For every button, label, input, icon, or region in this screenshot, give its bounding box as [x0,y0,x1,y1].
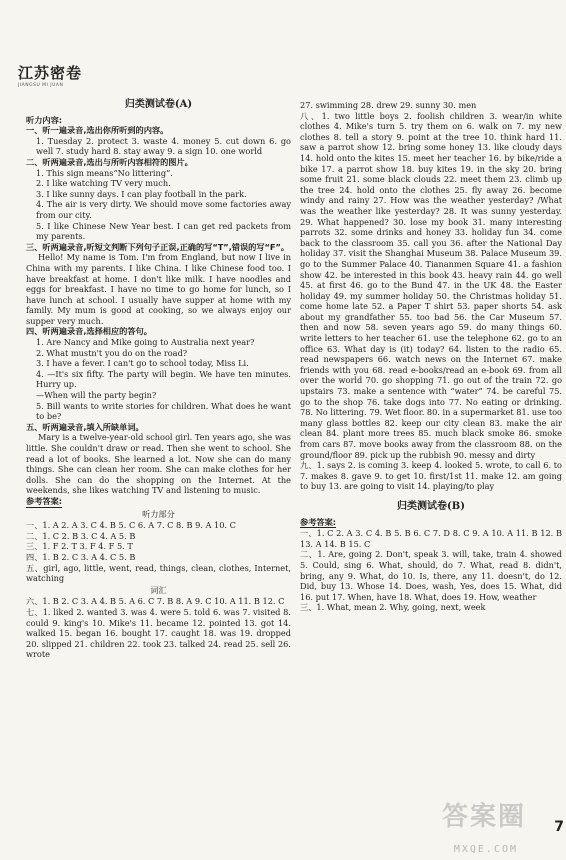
watermark-logo: 答案圈 [441,802,526,832]
page-number: 7 [554,819,564,835]
listening-section-1 [26,125,291,252]
passage-tom: Hello! My name is Tom. I'm from England, but now I live in China with my parents. I like China. I like Chinese food too. I have breakfast at home. I don't like milk. I have noodles and eggs for breakfast. I have no time to go home for lunch, so I have lunch at school. I usually have supper at home with my family. My mum is good at cooking, so we always enjoy our supper very much. [26,252,291,326]
logo [18,64,83,91]
transcript-line: 3. I like sunny days. I can play football in the park. [36,188,247,199]
answer-line: 六、1. B 2. C 3. A 4. B 5. A 6. C 7. B 8. A 9. C 10. A 11. B 12. C [26,596,285,607]
answer-line: 八、1. two little boys 2. foolish children 3. wear/in white clothes 4. Mike's turn 5. try them on 6. walk on 7. my new clothes 8. tell a story 9. point at the tree 10. think hard 11. saw a parrot show 12. bring some honey 13. like cloudy days 14. hold onto the kites 15. meet her teacher 16. by bike/ride a bike 17. a parrot show 18. buy kites 19. in the sky 20. bring some fruit 21. some black clouds 22. meet them 23. climb up the tree 24. hold onto the clothes 25. fly away 26. become windy and rainy 27. How was the weather yesterday? /What was the weather like yesterday? 28. It was sunny yesterday. 29. What happened? 30. lose my book 31. many interesting parrots 32. some drinks and honey 33. holiday fun 34. come back to the classroom 35. call you 36. after the National Day holiday 37. visit the Shanghai Museum 38. Palace Museum 39. go to the Summer Palace 40. Tiananmen Square 41. a fashion show 42. be interested in this book 43. heavy rain 44. go well 45. at first 46. go to the Bund 47. in the UK 48. the Easter holiday 49. my summer holiday 50. the Christmas holiday 51. come home late 52. a Paper T shirt 53. paper shorts 54. ask about my grandfather 55. too bad 56. the Car Museum 57. then and now 58. seven years ago 59. do many things 60. write letters to her teacher 61. use the telephone 62. go to an office 63. What day is (it) today? 64. listen to the radio 65. read newspapers 66. watch news on the Internet 67. make friends with you 68. read e-books/read an e-book 69. from all over the world 70. go shopping 71. go out of the train 72. go upstairs 73. make a sentence with “water” 74. be careful 75. go to the shop 76. take dogs into 77. No eating or drinking. 78. No littering. 79. Wet floor. 80. in a supermarket 81. use too many glass bottles 82. keep our city clean 83. make the air clean 84. plant more trees 85. much black smoke 86. smoke from cars 87. move books away from the classroom 88. on the ground/floor 89. pick up the rubbish 90. messy and dirty [300,110,562,460]
transcript-line: 4. The air is very dirty. We should move some factories away from our city. [36,199,291,220]
logo-title: 江苏密卷 [18,64,83,82]
vocab-part-label: 词汇 [150,584,167,595]
question-heading: 五、听两遍录音,填入所缺单词。 [26,421,144,432]
answer-line: 七、1. liked 2. wanted 3. was 4. were 5. told 6. was 7. visited 8. could 9. king's 10. Mike's 11. became 12. pointed 13. got 14. walked 15. began 16. bought 17. caught 18. was 19. dropped 20. slipped 21. children 22. took 23. talked 24. read 25. sell 26. wrote [26,606,291,660]
answers-heading-b: 参考答案: [300,516,337,527]
answer-line: 27. swimming 28. drew 29. sunny 30. men [300,100,477,110]
watermark-url: MXQE.COM [453,844,518,855]
transcript-line: 2. What mustn't you do on the road? [36,347,188,358]
answer-line: 四、1. B 2. C 3. A 4. C 5. B [26,551,136,562]
transcript-line: 5. Bill wants to write stories for children. What does he want to be? [36,400,291,422]
left-column [26,100,291,660]
transcript-line: 1. This sign means“No littering”. [36,167,173,178]
answers-heading-a: 参考答案: [26,495,63,506]
answers-continued [300,100,562,492]
answer-line: 一、1. C 2. A 3. C 4. B 5. B 6. C 7. D 8. C 9. A 10. A 11. B 12. B 13. A 14. B 15. C [300,528,562,549]
answers-listening [26,520,291,584]
answer-line: 五、girl, ago, little, went, read, things, clean, clothes, Internet, watching [26,562,291,584]
answer-line: 二、1. Are, going 2. Don't, speak 3. will, take, train 4. showed 5. Could, sing 6. What, should, do 7. What, read 8. didn't, bring, any 9. What, do 10. Is, there, any 11. doesn't, do 12. Did, buy 13. Whose 14. Does, wash, Yes, does 15. What, did 16. put 17. When, have 18. What, does 19. How, weather [300,549,562,602]
answer-line: 三、1. F 2. T 3. F 4. F 5. T [26,541,133,552]
transcript-line: 1. Tuesday 2. protect 3. waste 4. money 5. cut down 6. go well 7. study hard 8. stay away 9. a sign 10. one world [36,135,291,157]
transcript-line: 4. —It's six fifty. The party will begin. We have ten minutes. Hurry up. [36,368,291,390]
listening-part-label: 听力部分 [142,508,175,519]
listening-heading: 听力内容: [26,114,63,125]
passage-mary: Mary is a twelve-year-old school girl. Ten years ago, she was little. She couldn't draw or read. Then she went to school. She read a lot of books. She learned a lot. Now she can do many things. She can clean her room. She can make clothes for her dolls. She can do the shopping on the Internet. At the weekends, she likes watching TV and listening to music. [26,432,291,496]
answer-line: 二、1. C 2. B 3. C 4. A 5. B [26,530,136,541]
question-heading: 二、听两遍录音,选出与所听内容相符的图片。 [26,156,193,167]
test-a-title: 归类测试卷(A) [124,99,193,110]
answer-line: 九、1. says 2. is coming 3. keep 4. looked 5. wrote, to call 6. to 7. makes 8. gave 9. to get 10. first/1st 11. make 12. am going to buy 13. are going to visit 14. playing/to play [300,460,562,492]
transcript-line: 2. I like watching TV very much. [36,178,171,189]
transcript-line: 1. Are Nancy and Mike going to Australia next year? [36,337,255,348]
right-column [300,100,562,613]
logo-subtitle: JIANGSU MI JUAN [18,82,64,88]
transcript-line: 3. I have a fever. I can't go to school today, Miss Li. [36,358,249,369]
question-heading: 四、听两遍录音,选择相应的答句。 [26,326,152,337]
answer-line: 三、1. What, mean 2. Why, going, next, week [300,602,486,613]
test-b-title: 归类测试卷(B) [397,500,465,512]
answers-test-b [300,528,562,613]
listening-section-2 [26,326,291,432]
question-heading: 一、听一遍录音,选出你所听到的内容。 [26,125,169,136]
question-heading: 三、听两遍录音,听短文判断下列句子正误,正确的写“T”,错误的写“F”。 [26,241,290,252]
transcript-line: 5. I like Chinese New Year best. I can get red packets from my parents. [36,220,291,242]
answer-line: 一、1. A 2. A 3. C 4. B 5. C 6. A 7. C 8. B 9. A 10. C [26,520,236,531]
transcript-line: —When will the party begin? [36,390,157,401]
answers-vocab [26,596,291,660]
